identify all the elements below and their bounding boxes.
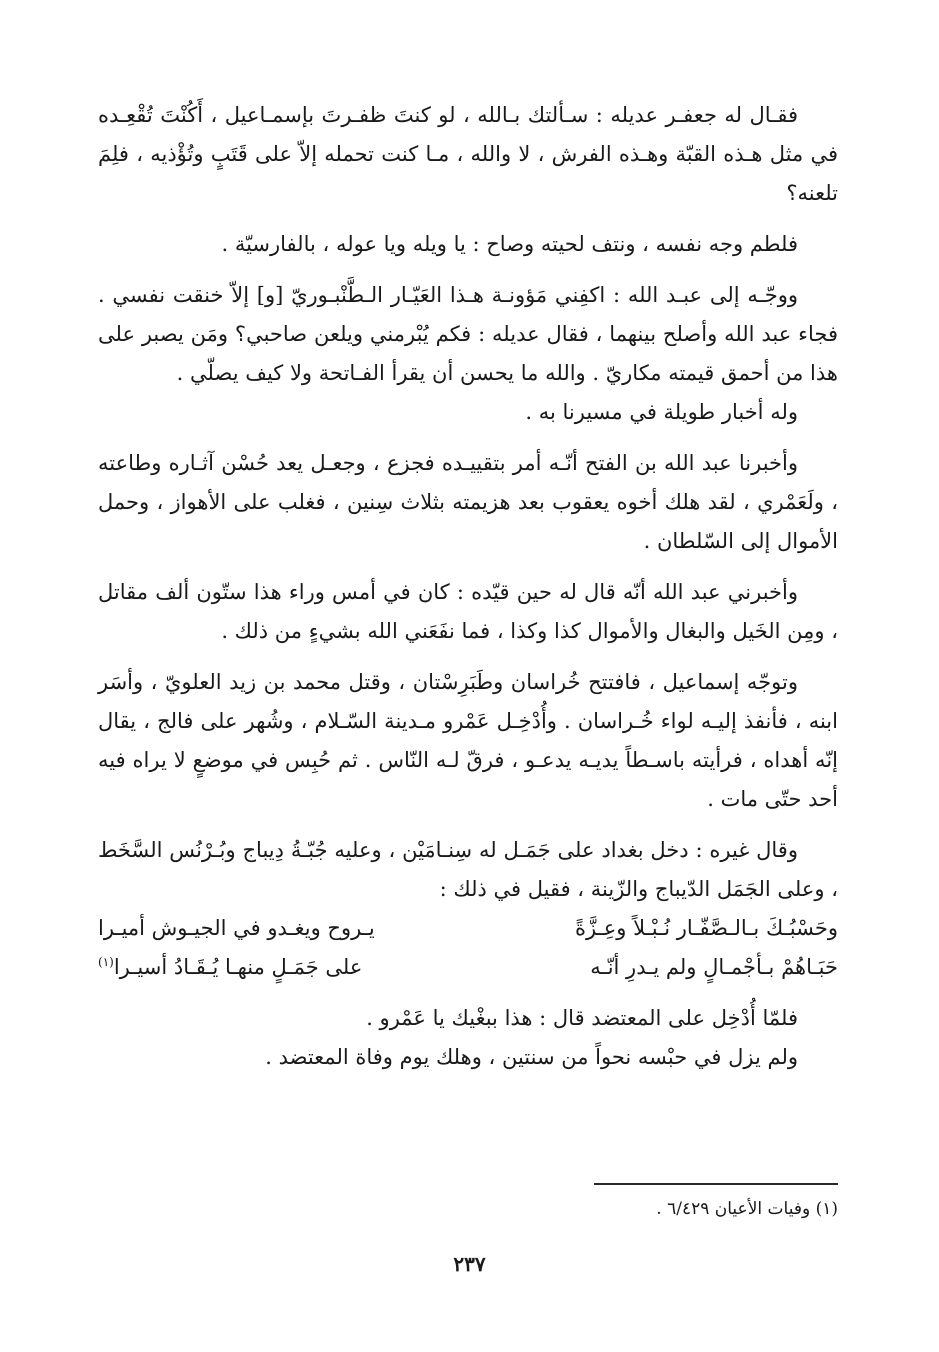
paragraph-8: وقال غيره : دخل بغداد على جَمَـل له سِنـامَيْن ، وعليه جُبّـةُ دِيباج وبُـرْنُس السَّخَط ، وعلى الجَمَل الدّيباج والزّينة ، فقيل في ذلك : [98,838,838,901]
poem-verse-1 [98,909,838,948]
paragraph-4: وله أخبار طويلة في مسيرنا به . [525,400,798,424]
verse-1-second-hemistich: يـروح ويغـدو في الجيـوش أميـرا [98,916,375,940]
verse-2-first-hemistich: حَبَـاهُمْ بـأجْمـالٍ ولم يـدرِ أنّـه [590,955,838,979]
footnote-divider [594,1183,838,1185]
paragraph-2: فلطم وجه نفسه ، ونتف لحيته وصاح : يا ويله ويا عوله ، بالفارسيّة . [221,232,798,256]
paragraph-7: وتوجّه إسماعيل ، فافتتح خُراسان وطَبَرِسْتان ، وقتل محمد بن زيد العلويّ ، وأسَر ابنه ، فأنفذ إليـه لواء خُـراسان . وأُدْخِـل عَمْرو مـدينة السّـلام ، وشُهر على فالج ، يقال إنّه أهداه ، فرأيته باسـطاً يديـه يدعـو ، فرقّ لـه النّاس . ثم حُبِس في موضعٍ لا يراه فيه أحد حتّى مات . [98,670,838,811]
verse-2-second-text: على جَمَـلٍ منهـا يُـقَـادُ أسيـرا [113,955,363,979]
closing-line-2: ولم يزل في حبْسه نحواً من سنتين ، وهلك يوم وفاة المعتضد . [265,1045,798,1069]
poem-verse-2 [98,948,838,987]
page-body [98,96,838,1077]
paragraph-3: ووجّـه إلى عبـد الله : اكفِني مَؤونـة هـذا العَيّـار الـطَّنْبـوريّ [و] إلاّ خنقت نفسي . فجاء عبد الله وأصلح بينهما ، فقال عديله : فكم يُبْرمني ويلعن صاحبي؟ ومَن يصبر على هذا من أحمق قيمته مكاريّ . والله ما يحسن أن يقرأ الفـاتحة ولا كيف يصلّي . [98,283,838,385]
closing-line-1: فلمّا أُدْخِل على المعتضد قال : هذا ببغْيك يا عَمْرو . [366,1006,798,1030]
paragraph-5: وأخبرنا عبد الله بن الفتح أنّـه أمر بتقييـده فجزع ، وجعـل يعد حُسْن آثـاره وطاعته ، ولَعَمْري ، لقد هلك أخوه يعقوب بعد هزيمته بثلاث سِنين ، فغلب على الأهواز ، وحمل الأموال إلى السّلطان . [98,451,838,553]
paragraph-1: فقـال له جعفـر عديله : سـألتك بـالله ، لو كنتَ ظفـرتَ بإسمـاعيل ، أَكُنْتَ تُقْعِـده في مثل هـذه القبّة وهـذه الفرش ، لا والله ، مـا كنت تحمله إلاّ على قَتَبٍ وتُؤْذيه ، فلِمَ تلعنه؟ [98,103,838,205]
paragraph-6: وأخبرني عبد الله أنّه قال له حين قيّده : كان في أمس وراء هذا ستّون ألف مقاتل ، ومِن الخَيل والبغال والأموال كذا وكذا ، فما نفَعَني الله بشيءٍ من ذلك . [98,580,838,643]
footnote: (١) وفيات الأعيان ٦/٤٢٩ . [656,1199,838,1219]
footnote-reference: (١) [98,955,114,969]
page-number: ٢٣٧ [453,1252,486,1276]
verse-1-first-hemistich: وحَسْبُـكَ بـالـصَّفّـار نُـبْـلاً وعِـزَّةً [575,916,838,940]
poem [98,909,838,987]
verse-2-second-hemistich [98,948,438,987]
